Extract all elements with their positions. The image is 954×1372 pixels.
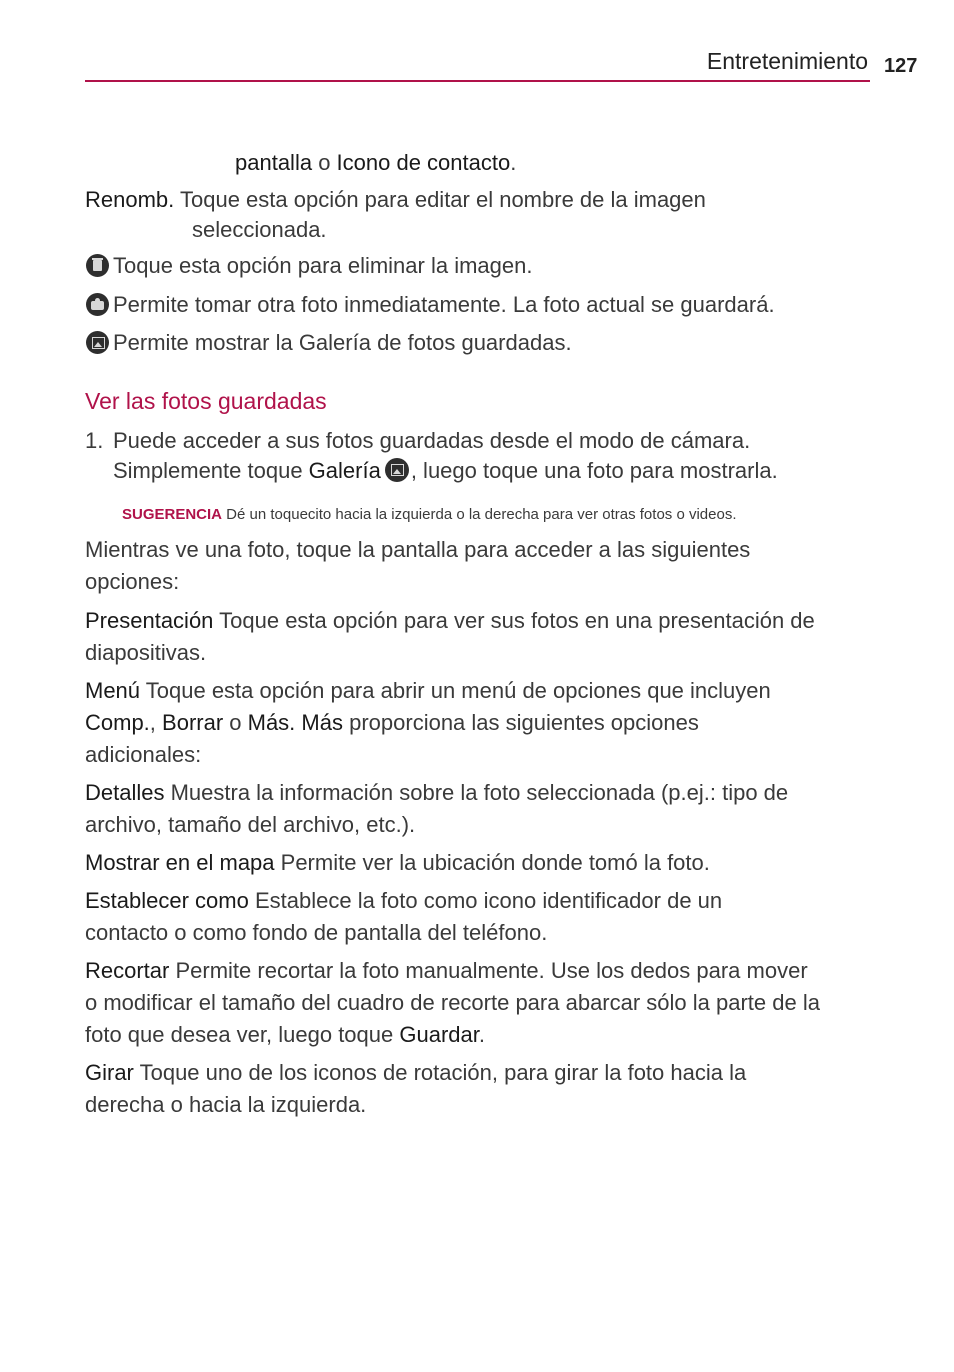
trash-icon: [86, 254, 109, 277]
option-desc: contacto o como fondo de pantalla del teléfono.: [85, 920, 548, 945]
intro-text: Mientras ve una foto, toque la pantalla para acceder a las siguientes: [85, 537, 751, 562]
term-mas: Más. Más: [247, 710, 343, 735]
option-desc: Permite recortar la foto manualmente. Use los dedos para mover: [169, 958, 808, 983]
term-galeria: Galería: [308, 458, 381, 483]
option-desc: o modificar el tamaño del cuadro de recorte para abarcar sólo la parte de la: [85, 990, 820, 1015]
icon-item-text: Permite tomar otra foto inmediatamente. La foto actual se guardará.: [113, 292, 775, 317]
step-number: 1.: [85, 428, 104, 453]
option-recortar: [85, 958, 808, 984]
page-number: 127: [884, 55, 918, 77]
option-recortar-cont: [85, 1022, 485, 1048]
text-sep: o: [223, 710, 248, 735]
tip-label: SUGERENCIA: [122, 506, 223, 523]
option-menu-cont: [85, 710, 699, 736]
gallery-icon: [385, 458, 409, 482]
term-guardar: Guardar: [399, 1022, 479, 1047]
text-period: .: [478, 1022, 485, 1047]
option-mapa: [85, 850, 710, 876]
continued-line: [235, 150, 516, 176]
term-establecer: Establecer como: [85, 888, 249, 913]
term-girar: Girar: [85, 1060, 134, 1085]
term-mapa: Mostrar en el mapa: [85, 850, 275, 875]
option-menu: [85, 678, 771, 704]
option-desc: derecha o hacia la izquierda.: [85, 1092, 367, 1117]
renomb-desc: Toque esta opción para editar el nombre de la imagen: [174, 187, 706, 212]
section-heading: Ver las fotos guardadas: [85, 388, 327, 414]
option-desc: archivo, tamaño del archivo, etc.).: [85, 812, 416, 837]
option-desc: Toque esta opción para ver sus fotos en una presentación de: [213, 608, 815, 633]
option-desc: adicionales:: [85, 742, 202, 767]
step-text: , luego toque una foto para mostrarla.: [410, 458, 778, 483]
option-presentacion: [85, 608, 815, 634]
text-period: .: [510, 150, 517, 175]
option-desc: Toque uno de los iconos de rotación, para girar la foto hacia la: [133, 1060, 747, 1085]
gallery-icon: [86, 331, 109, 354]
term-borrar: Borrar: [162, 710, 224, 735]
text-sep: ,: [149, 710, 163, 735]
header-rule: [85, 80, 870, 82]
term-renomb: Renomb.: [85, 187, 175, 212]
option-desc: Muestra la información sobre la foto seleccionada (p.ej.: tipo de: [164, 780, 789, 805]
option-desc: Establece la foto como icono identificador de un: [248, 888, 723, 913]
option-desc: proporciona las siguientes opciones: [342, 710, 699, 735]
term-detalles: Detalles: [85, 780, 165, 805]
header-title: Entretenimiento: [706, 48, 868, 74]
step-line: Puede acceder a sus fotos guardadas desde el modo de cámara.: [113, 428, 751, 453]
term-menu: Menú: [85, 678, 141, 703]
option-establecer: [85, 888, 722, 914]
term-pantalla: pantalla: [235, 150, 313, 175]
option-detalles: [85, 780, 788, 806]
step-line: [113, 458, 778, 484]
camera-icon: [86, 293, 109, 316]
term-recortar: Recortar: [85, 958, 170, 983]
icon-item-text: Toque esta opción para eliminar la imagen.: [113, 253, 533, 278]
step-text: Simplemente toque: [113, 458, 309, 483]
renomb-desc-cont: seleccionada.: [192, 217, 327, 242]
intro-text: opciones:: [85, 569, 180, 594]
term-comp: Comp.: [85, 710, 150, 735]
option-desc: Permite ver la ubicación donde tomó la foto.: [274, 850, 710, 875]
option-desc: foto que desea ver, luego toque: [85, 1022, 400, 1047]
term-presentacion: Presentación: [85, 608, 214, 633]
renomb-line: [85, 187, 706, 213]
tip-note: [122, 506, 737, 523]
text-or: o: [312, 150, 337, 175]
tip-text: Dé un toquecito hacia la izquierda o la derecha para ver otras fotos o videos.: [222, 506, 737, 523]
icon-item-text: Permite mostrar la Galería de fotos guardadas.: [113, 330, 572, 355]
term-icono-contacto: Icono de contacto: [336, 150, 511, 175]
option-girar: [85, 1060, 746, 1086]
option-desc: Toque esta opción para abrir un menú de opciones que incluyen: [140, 678, 771, 703]
option-desc: diapositivas.: [85, 640, 207, 665]
